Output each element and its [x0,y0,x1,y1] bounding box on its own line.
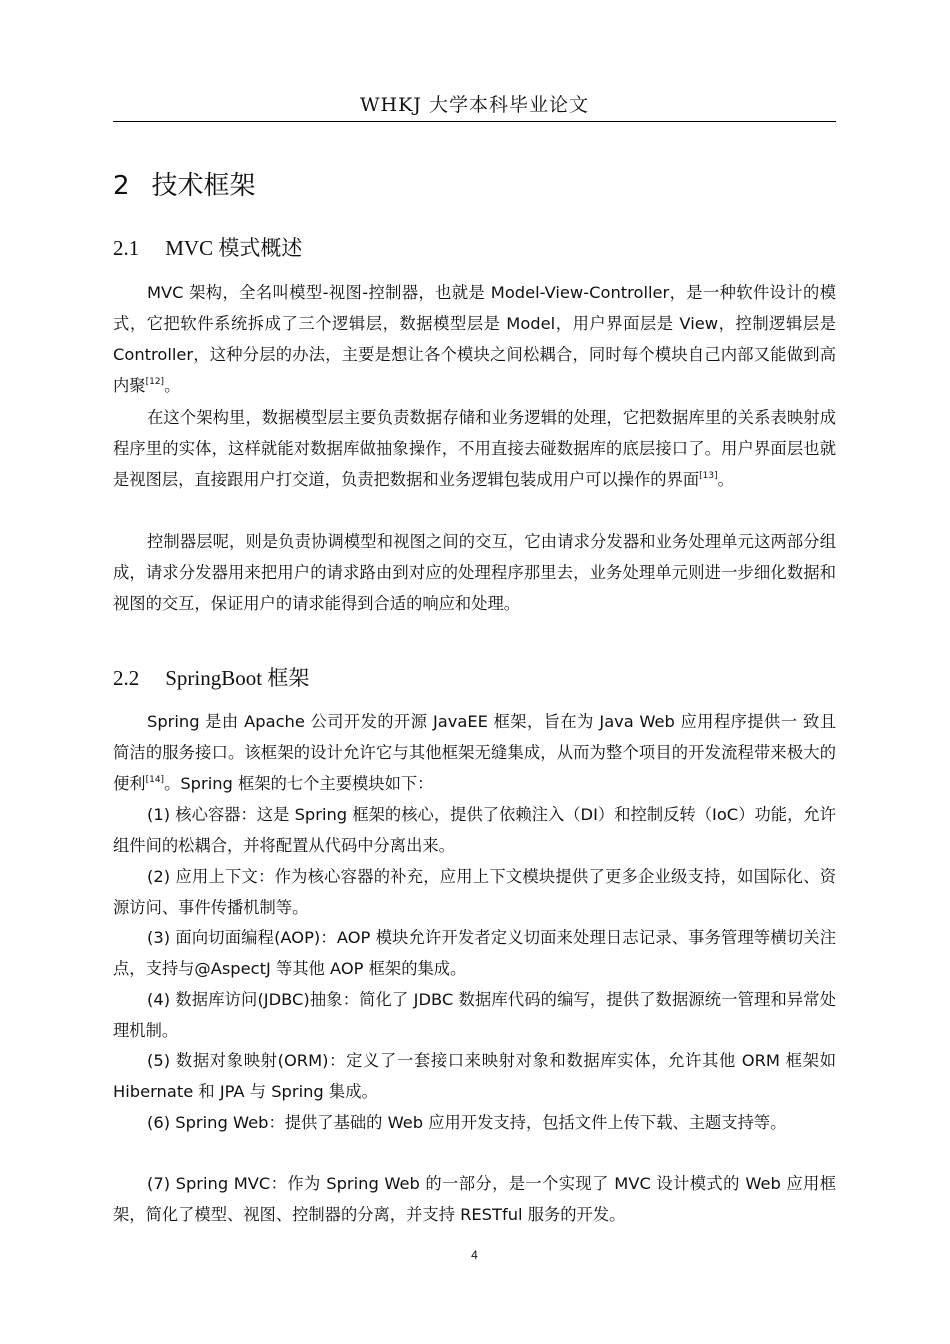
list-item-text: (7) Spring MVC：作为 Spring Web 的一部分，是一个实现了 MVC 设计模式的 Web 应用框架，简化了模型、视图、控制器的分离，并支持 RESTful 服务的开发。 [113,1174,836,1224]
header-rule [113,121,836,122]
chapter-title-text: 技术框架 [151,171,256,201]
list-item-3 [113,922,836,984]
list-item-1 [113,799,836,861]
paragraph [113,706,836,799]
list-item-5 [113,1045,836,1107]
citation-ref: [13] [699,471,718,481]
section-number: 2.2 [113,666,140,690]
list-item-7 [113,1168,836,1230]
paragraph-text: MVC 架构，全名叫模型-视图-控制器，也就是 Model-View-Controller，是一种软件设计的模式，它把软件系统拆成了三个逻辑层，数据模型层是 Model，用户界面层是 View，控制逻辑层是 Controller，这种分层的办法，主要是想让各个模块之间松耦合，同时每个模块自己内部又能做到高内聚 [113,283,836,395]
citation-ref: [12] [145,377,165,387]
paragraph [113,526,836,619]
list-item-text: (1) 核心容器：这是 Spring 框架的核心，提供了依赖注入（DI）和控制反转（IoC）功能，允许组件间的松耦合，并将配置从代码中分离出来。 [113,805,836,855]
list-item-text: (5) 数据对象映射(ORM)：定义了一套接口来映射对象和数据库实体，允许其他 ORM 框架如 Hibernate 和 JPA 与 Spring 集成。 [113,1051,836,1101]
paragraph-text: 控制器层呢，则是负责协调模型和视图之间的交互，它由请求分发器和业务处理单元这两部分组成，请求分发器用来把用户的请求路由到对应的处理程序那里去，业务处理单元则进一步细化数据和视图的交互，保证用户的请求能得到合适的响应和处理。 [113,532,836,613]
chapter-title [113,168,256,204]
list-item-text: (3) 面向切面编程(AOP)：AOP 模块允许开发者定义切面来处理日志记录、事务管理等横切关注点，支持与@AspectJ 等其他 AOP 框架的集成。 [113,928,836,978]
section-title-2-2 [113,663,309,693]
list-item-4 [113,984,836,1046]
paragraph-text: 在这个架构里，数据模型层主要负责数据存储和业务逻辑的处理，它把数据库里的关系表映射成程序里的实体，这样就能对数据库做抽象操作，不用直接去碰数据库的底层接口了。用户界面层也就是视图层，直接跟用户打交道，负责把数据和业务逻辑包装成用户可以操作的界面 [113,408,836,489]
section-title-2-1 [113,233,302,263]
chapter-number: 2 [113,171,130,201]
page-header: WHKJ 大学本科毕业论文 [360,94,589,116]
paragraph [113,402,836,495]
page-number: 4 [471,1248,478,1262]
list-item-text: (2) 应用上下文：作为核心容器的补充，应用上下文模块提供了更多企业级支持，如国际化、资源访问、事件传播机制等。 [113,867,836,917]
list-item-text: (4) 数据库访问(JDBC)抽象：简化了 JDBC 数据库代码的编写，提供了数据源统一管理和异常处理机制。 [113,990,836,1040]
paragraph-text: Spring 是由 Apache 公司开发的开源 JavaEE 框架，旨在为 Java Web 应用程序提供一 致且简洁的服务接口。该框架的设计允许它与其他框架无缝集成，从而为整个项目的开发流程带来极大的便利 [113,712,836,793]
paragraph-text-after: 。 [164,376,181,395]
list-item-2 [113,861,836,923]
list-item-6 [113,1107,836,1138]
paragraph-text-after: 。 [717,470,734,489]
section-number: 2.1 [113,236,140,260]
section-title-text: MVC 模式概述 [165,236,303,260]
section-title-text: SpringBoot 框架 [165,666,310,690]
citation-ref: [14] [145,775,165,785]
paragraph-text-after: 。Spring 框架的七个主要模块如下： [164,774,434,793]
list-item-text: (6) Spring Web：提供了基础的 Web 应用开发支持，包括文件上传下载、主题支持等。 [147,1113,787,1132]
paragraph [113,277,836,401]
